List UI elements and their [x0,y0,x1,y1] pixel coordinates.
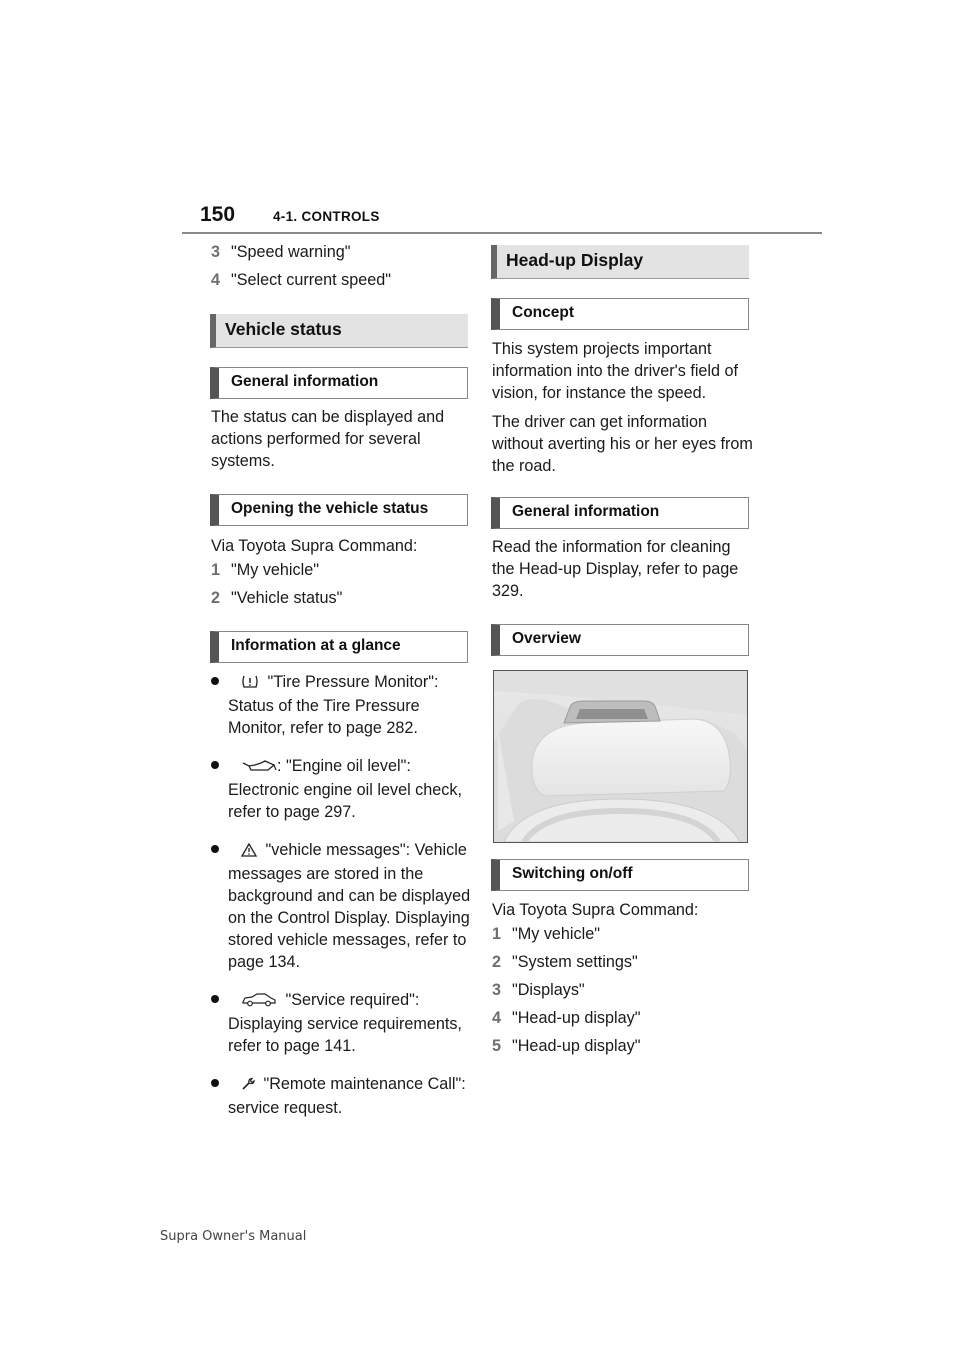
general-info-hud-text: Read the information for cleaning the Head-up Display, refer to page 329. [492,538,739,600]
list-item: "Service required": Displaying service requirements, refer to page 141. [211,989,471,1057]
section-title: 4-1. CONTROLS [273,209,380,224]
hud-overview-image [493,670,748,843]
switch-steps [492,899,754,1057]
page-number: 150 [200,203,236,226]
heading-concept: Concept [491,298,749,330]
step-item: 1 "My vehicle" [492,925,600,943]
opening-steps [211,535,473,609]
step-item: 2 "System settings" [492,953,638,971]
step-item: 4 "Select current speed" [211,271,391,289]
bullet-dot [211,995,219,1003]
via-text: Via Toyota Supra Command: [211,537,418,555]
service-car-icon [241,991,277,1013]
general-info-text: The status can be displayed and actions performed for several systems. [211,408,445,470]
heading-vehicle-status: Vehicle status [210,314,468,348]
heading-information-at-a-glance: Information at a glance [210,631,468,663]
bullet-dot [211,1079,219,1087]
concept-paragraph: This system projects important information into the driver's field of vision, for instance the speed. [492,340,739,402]
step-item: 1 "My vehicle" [211,561,319,579]
step-item: 5 "Head-up display" [492,1037,641,1055]
heading-head-up-display: Head-up Display [491,245,749,279]
list-item: "Tire Pressure Monitor": Status of the Tire Pressure Monitor, refer to page 282. [211,671,471,739]
heading-overview: Overview [491,624,749,656]
heading-opening-vehicle-status: Opening the vehicle status [210,494,468,526]
glance-bullet-list [211,671,471,1135]
oil-can-icon [241,757,277,779]
step-item: 2 "Vehicle status" [211,589,343,607]
bullet-dot [211,677,219,685]
heading-switching-on-off: Switching on/off [491,859,749,891]
footer-manual-title: Supra Owner's Manual [160,1229,307,1244]
list-item: : "Engine oil level": Electronic engine oil level check, refer to page 297. [211,755,471,823]
heading-general-information-hud: General information [491,497,749,529]
wrench-icon [241,1075,255,1097]
tire-pressure-icon [241,673,259,695]
concept-paragraph: The driver can get information without averting his or her eyes from the road. [492,413,753,475]
via-text: Via Toyota Supra Command: [492,901,699,919]
header-rule [182,232,822,234]
step-item: 4 "Head-up display" [492,1009,641,1027]
bullet-dot [211,761,219,769]
step-item: 3 "Speed warning" [211,243,351,261]
warning-triangle-icon [241,841,257,863]
list-item: "Remote maintenance Call": service request. [211,1073,471,1119]
speed-steps [211,241,473,291]
list-item: "vehicle messages": Vehicle messages are stored in the background and can be displayed on the Control Display. Displaying stored vehicle messages, refer to page 134. [211,839,471,973]
step-item: 3 "Displays" [492,981,585,999]
heading-general-information: General information [210,367,468,399]
bullet-dot [211,845,219,853]
